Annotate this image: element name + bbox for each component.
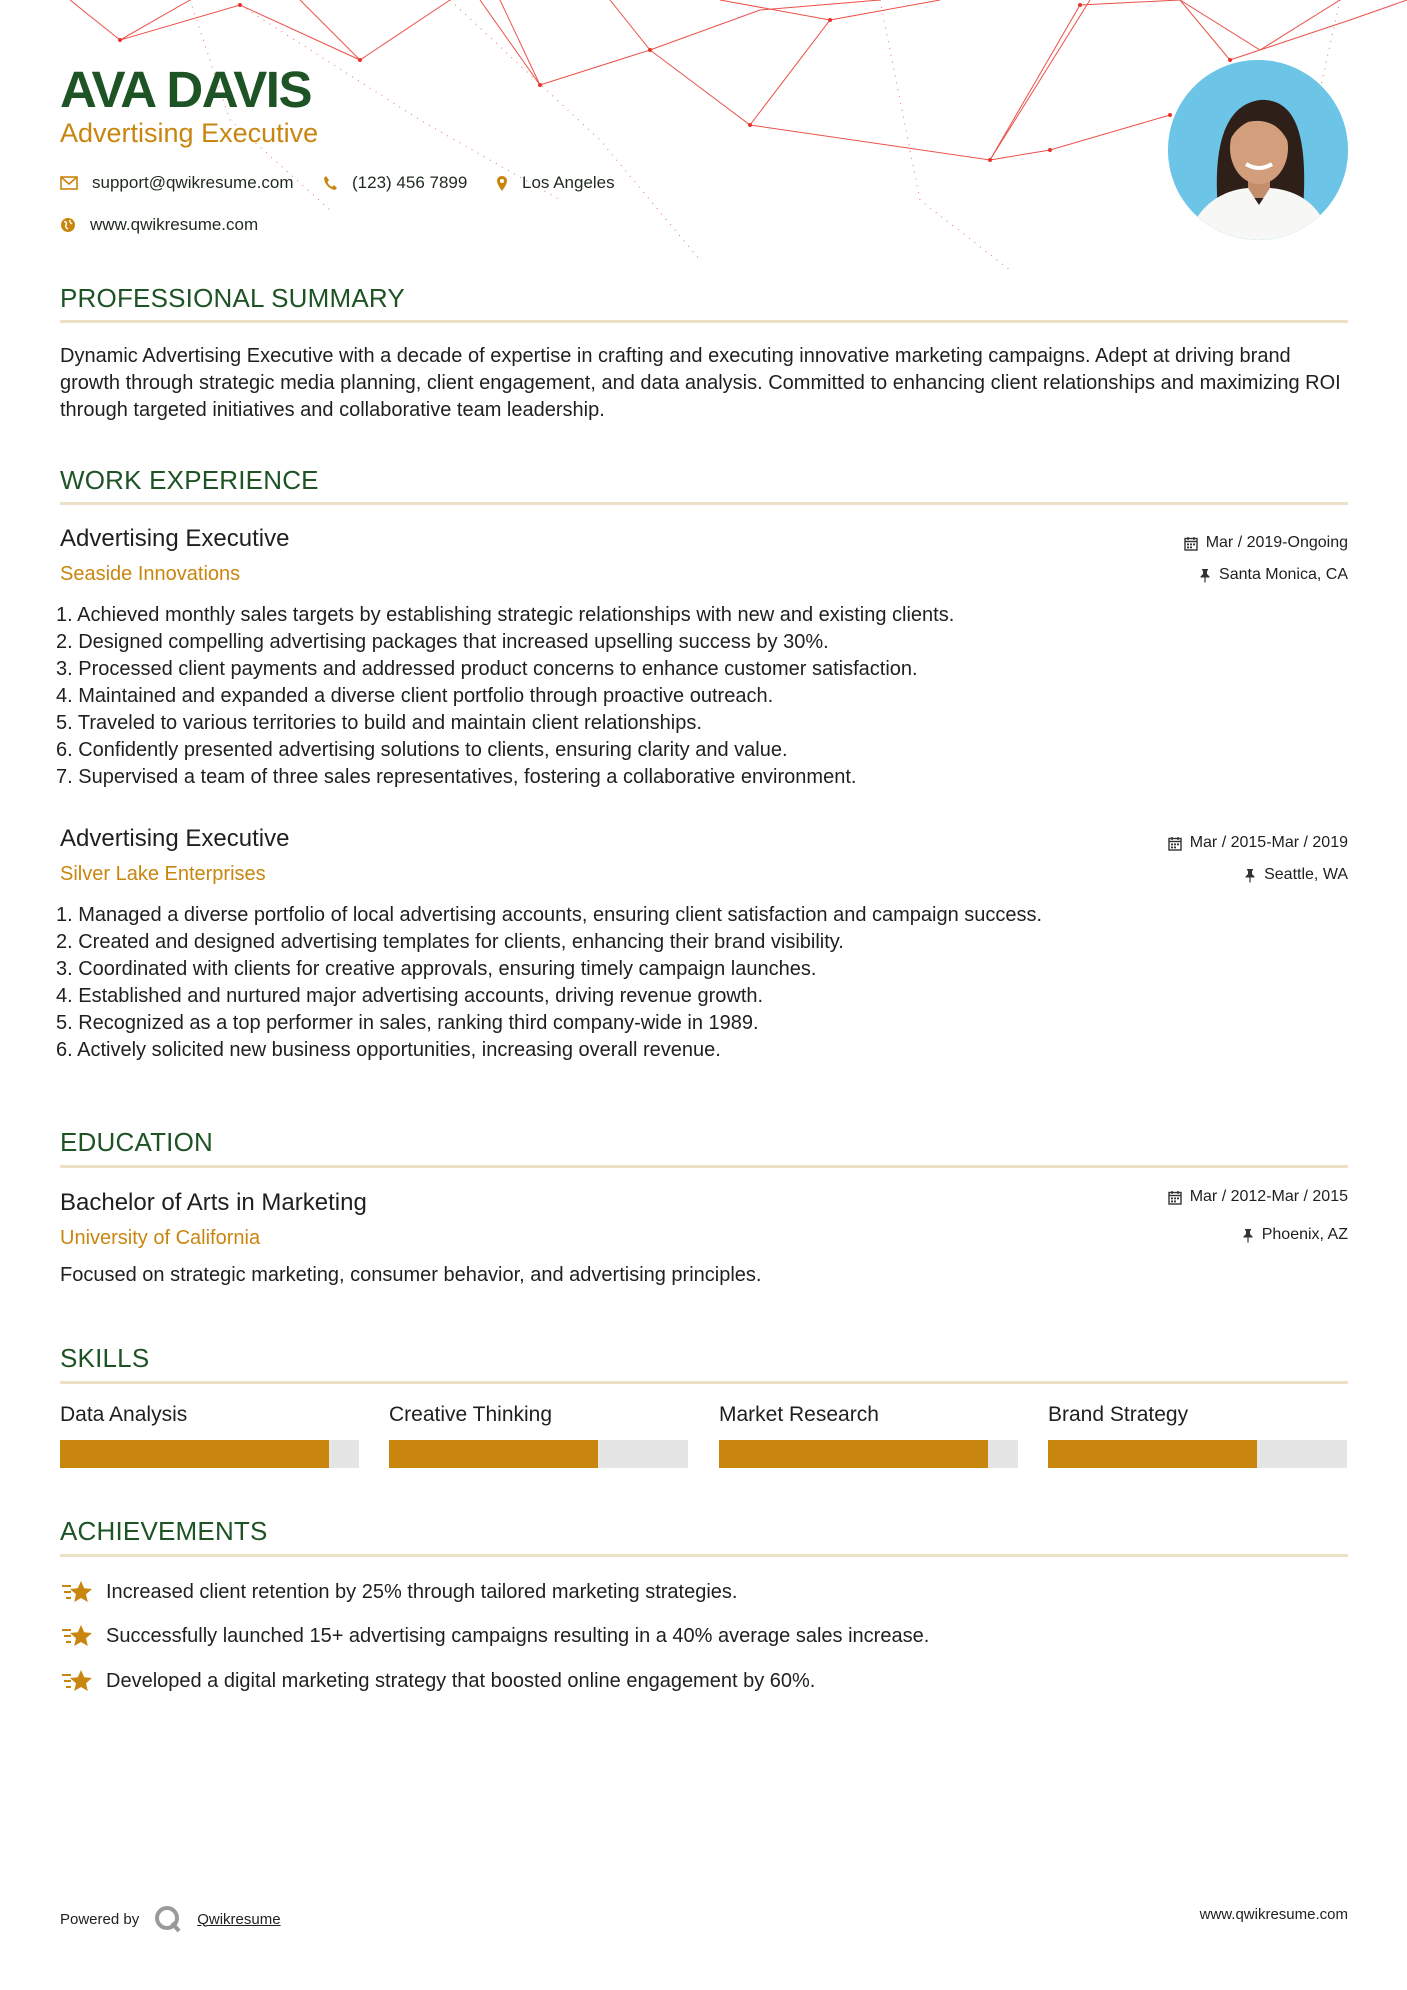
list-item: 6. Confidently presented advertising solutions to clients, ensuring clarity and value. bbox=[56, 739, 788, 761]
list-item: 5. Recognized as a top performer in sales, ranking third company-wide in 1989. bbox=[56, 1012, 759, 1034]
skill-bar-track bbox=[1048, 1440, 1347, 1468]
skill-label: Brand Strategy bbox=[1048, 1403, 1189, 1426]
skill-item bbox=[1048, 1403, 1347, 1468]
job-company: Seaside Innovations bbox=[60, 563, 241, 585]
star-award-icon bbox=[60, 1622, 94, 1650]
star-award-icon bbox=[60, 1667, 94, 1695]
skill-item bbox=[719, 1403, 1018, 1468]
list-item: 5. Traveled to various territories to build and maintain client relationships. bbox=[56, 712, 702, 734]
location-text: Los Angeles bbox=[522, 173, 615, 192]
envelope-icon bbox=[60, 176, 78, 190]
job-location bbox=[1244, 866, 1348, 884]
section-title-education: EDUCATION bbox=[60, 1127, 213, 1157]
email-text: support@qwikresume.com bbox=[92, 173, 294, 192]
pushpin-icon bbox=[1199, 568, 1211, 583]
achievement-text: Increased client retention by 25% through tailored marketing strategies. bbox=[106, 1580, 738, 1603]
education-school: University of California bbox=[60, 1227, 261, 1249]
profile-photo bbox=[1168, 60, 1348, 240]
phone-text: (123) 456 7899 bbox=[352, 173, 468, 192]
job-bullets bbox=[56, 602, 1336, 791]
list-item: 4. Established and nurtured major advertising accounts, driving revenue growth. bbox=[56, 985, 764, 1007]
skill-item bbox=[389, 1403, 688, 1468]
section-divider bbox=[60, 320, 1348, 323]
job-company: Silver Lake Enterprises bbox=[60, 863, 266, 885]
job-dates bbox=[1168, 834, 1348, 852]
footer-website[interactable]: www.qwikresume.com bbox=[1199, 1906, 1348, 1923]
skill-bar-fill bbox=[719, 1440, 988, 1468]
candidate-title: Advertising Executive bbox=[60, 118, 319, 148]
dates-text: Mar / 2012-Mar / 2015 bbox=[1189, 1188, 1348, 1205]
footer-powered-by bbox=[60, 1904, 281, 1934]
education-dates bbox=[1168, 1188, 1348, 1206]
achievement-text: Developed a digital marketing strategy that boosted online engagement by 60%. bbox=[106, 1669, 816, 1692]
achievement-item bbox=[60, 1667, 815, 1695]
dates-text: Mar / 2019-Ongoing bbox=[1205, 534, 1348, 551]
skill-bar-fill bbox=[1048, 1440, 1257, 1468]
section-title-summary: PROFESSIONAL SUMMARY bbox=[60, 283, 405, 313]
job-title: Advertising Executive bbox=[60, 525, 290, 552]
skill-bar-track bbox=[60, 1440, 359, 1468]
contact-location bbox=[496, 173, 615, 193]
skill-bar-track bbox=[389, 1440, 688, 1468]
star-award-icon bbox=[60, 1578, 94, 1606]
education-location bbox=[1242, 1226, 1348, 1244]
globe-icon bbox=[60, 217, 76, 233]
skill-label: Creative Thinking bbox=[389, 1403, 553, 1426]
skill-item bbox=[60, 1403, 359, 1468]
skill-bar-track bbox=[719, 1440, 1018, 1468]
summary-text: Dynamic Advertising Executive with a decade of expertise in crafting and executing innovative marketing campaigns. Adept at driving brand growth through strategic media planning, client engagement, and data analysis. Committed to enhancing client relationships and maximizing ROI through targeted initiatives and collaborative team leadership. bbox=[60, 345, 1341, 421]
pushpin-icon bbox=[1244, 868, 1256, 883]
section-title-skills: SKILLS bbox=[60, 1343, 150, 1373]
qwikresume-logo-icon bbox=[153, 1904, 183, 1934]
job-bullets bbox=[56, 902, 1336, 1064]
list-item: 6. Actively solicited new business opportunities, increasing overall revenue. bbox=[56, 1039, 721, 1061]
achievement-item bbox=[60, 1622, 929, 1650]
education-degree: Bachelor of Arts in Marketing bbox=[60, 1189, 367, 1216]
location-text: Santa Monica, CA bbox=[1219, 566, 1348, 583]
list-item: 3. Coordinated with clients for creative approvals, ensuring timely campaign launches. bbox=[56, 958, 817, 980]
phone-icon bbox=[323, 175, 338, 191]
map-pin-icon bbox=[496, 175, 508, 192]
job-dates bbox=[1184, 534, 1348, 552]
list-item: 2. Created and designed advertising templates for clients, enhancing their brand visibility. bbox=[56, 931, 844, 953]
portrait-illustration bbox=[1168, 60, 1348, 240]
education-description: Focused on strategic marketing, consumer behavior, and advertising principles. bbox=[60, 1264, 762, 1286]
skill-label: Market Research bbox=[719, 1403, 879, 1426]
list-item: 1. Managed a diverse portfolio of local advertising accounts, ensuring client satisfaction and campaign success. bbox=[56, 904, 1043, 926]
list-item: 4. Maintained and expanded a diverse client portfolio through proactive outreach. bbox=[56, 685, 774, 707]
calendar-icon bbox=[1168, 836, 1182, 851]
section-divider bbox=[60, 1165, 1348, 1168]
list-item: 1. Achieved monthly sales targets by establishing strategic relationships with new and existing clients. bbox=[56, 604, 955, 626]
skill-label: Data Analysis bbox=[60, 1403, 188, 1426]
list-item: 7. Supervised a team of three sales representatives, fostering a collaborative environment. bbox=[56, 766, 857, 788]
skill-bar-fill bbox=[389, 1440, 598, 1468]
job-location bbox=[1199, 566, 1348, 584]
list-item: 2. Designed compelling advertising packages that increased upselling success by 30%. bbox=[56, 631, 829, 653]
section-title-achievements: ACHIEVEMENTS bbox=[60, 1516, 268, 1546]
website-text: www.qwikresume.com bbox=[90, 215, 259, 234]
skill-bar-fill bbox=[60, 1440, 329, 1468]
location-text: Seattle, WA bbox=[1264, 866, 1348, 883]
section-divider bbox=[60, 1381, 1348, 1384]
calendar-icon bbox=[1184, 536, 1198, 551]
location-text: Phoenix, AZ bbox=[1261, 1226, 1348, 1243]
calendar-icon bbox=[1168, 1190, 1182, 1205]
powered-by-label: Powered by bbox=[60, 1910, 140, 1928]
dates-text: Mar / 2015-Mar / 2019 bbox=[1189, 834, 1348, 851]
pushpin-icon bbox=[1242, 1228, 1254, 1243]
contact-phone[interactable] bbox=[323, 173, 467, 193]
candidate-name: AVA DAVIS bbox=[60, 61, 311, 118]
contact-email[interactable] bbox=[60, 173, 294, 193]
section-title-experience: WORK EXPERIENCE bbox=[60, 465, 319, 495]
section-divider bbox=[60, 1554, 1348, 1557]
achievement-item bbox=[60, 1578, 737, 1606]
qwikresume-link[interactable]: Qwikresume bbox=[197, 1910, 281, 1928]
section-divider bbox=[60, 502, 1348, 505]
achievement-text: Successfully launched 15+ advertising campaigns resulting in a 40% average sales increase. bbox=[106, 1624, 930, 1647]
list-item: 3. Processed client payments and addressed product concerns to enhance customer satisfaction. bbox=[56, 658, 918, 680]
job-title: Advertising Executive bbox=[60, 825, 290, 852]
contact-website[interactable] bbox=[60, 215, 258, 235]
